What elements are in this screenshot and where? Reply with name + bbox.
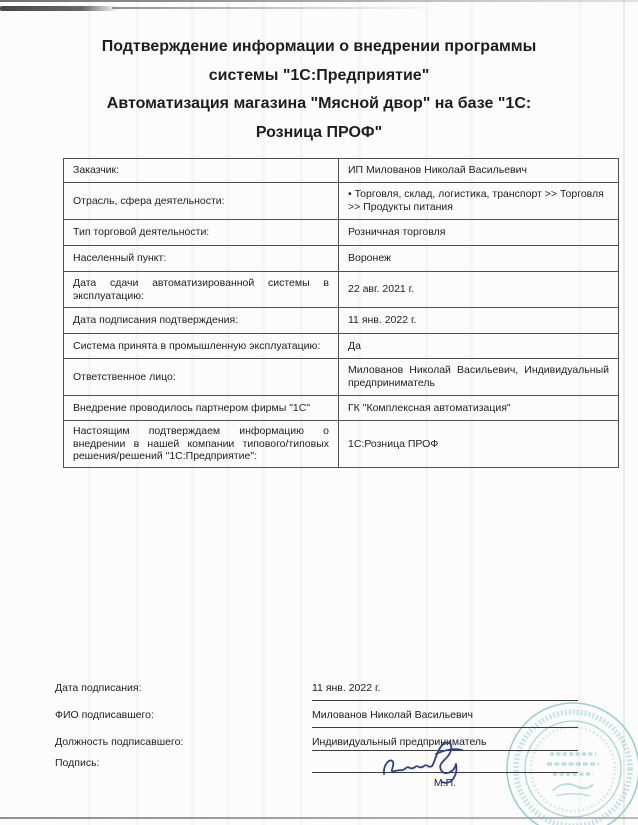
field-label-signer-name: ФИО подписавшего: xyxy=(55,709,154,721)
table-row xyxy=(64,359,619,396)
table-row xyxy=(64,220,619,246)
document-title xyxy=(0,33,638,147)
field-label-signing-date: Дата подписания: xyxy=(55,682,142,694)
row-label-cell: Населенный пункт: xyxy=(64,246,339,272)
table-row xyxy=(64,183,619,220)
round-stamp xyxy=(498,696,638,825)
title-line-4: Розница ПРОФ" xyxy=(255,123,383,141)
row-value-cell: 11 янв. 2022 г. xyxy=(339,308,619,334)
row-value-cell: 22 авг. 2021 г. xyxy=(339,272,619,308)
scan-edge-top-mid xyxy=(112,7,437,9)
row-value-cell: ИП Милованов Николай Васильевич xyxy=(339,159,619,183)
row-value-cell: Да xyxy=(339,334,619,359)
table-row xyxy=(64,246,619,272)
stamp-mark-label: М.П. xyxy=(433,777,457,789)
table-row xyxy=(64,396,619,421)
row-value-cell: Розничная торговля xyxy=(339,220,619,246)
scan-edge-top-left-mark xyxy=(0,6,118,11)
table-row xyxy=(64,308,619,334)
row-label-cell: Настоящим подтверждаем информацию о внедрении в нашей компании типового/типовых решения/решений "1С:Предприятие": xyxy=(64,421,339,468)
title-line-2: системы "1С:Предприятие" xyxy=(208,66,430,84)
field-underline xyxy=(312,727,578,728)
table-row xyxy=(64,159,619,183)
row-label-cell: Система принята в промышленную эксплуатацию: xyxy=(64,334,339,359)
field-underline xyxy=(312,700,578,701)
title-line-1: Подтверждение информации о внедрении программы xyxy=(101,38,537,55)
table-row xyxy=(64,272,619,308)
row-label-cell: Тип торговой деятельности: xyxy=(64,220,339,246)
field-value-signing-date: 11 янв. 2022 г. xyxy=(312,682,381,694)
table-row xyxy=(64,421,619,468)
row-value-cell: Милованов Николай Васильевич, Индивидуальный предприниматель xyxy=(339,359,619,396)
handwritten-signature xyxy=(378,736,490,792)
field-value-signer-name: Милованов Николай Васильевич xyxy=(312,709,473,721)
row-label-cell: Дата подписания подтверждения: xyxy=(64,308,339,334)
row-label-cell: Дата сдачи автоматизированной системы в эксплуатацию: xyxy=(64,272,339,308)
row-label-cell: Отрасль, сфера деятельности: xyxy=(64,183,339,220)
scan-edge-top xyxy=(0,0,638,2)
title-line-3: Автоматизация магазина "Мясной двор" на базе "1С: xyxy=(106,95,532,112)
field-label-signer-title: Должность подписавшего: xyxy=(55,736,184,748)
table-row xyxy=(64,334,619,359)
row-value-cell: ГК "Комплексная автоматизация" xyxy=(339,396,619,421)
confirmation-table xyxy=(63,158,619,468)
row-value-cell: Воронеж xyxy=(339,246,619,272)
field-value-signer-title: Индивидуальный предприниматель xyxy=(312,736,487,748)
row-label-cell: Внедрение проводилось партнером фирмы "1С" xyxy=(64,396,339,421)
row-value-cell: 1С:Розница ПРОФ xyxy=(339,421,619,468)
field-label-signature: Подпись: xyxy=(55,757,100,769)
row-label-cell: Заказчик: xyxy=(64,159,339,183)
row-value-cell: • Торговля, склад, логистика, транспорт >> Торговля >> Продукты питания xyxy=(339,183,619,220)
row-label-cell: Ответственное лицо: xyxy=(64,359,339,396)
